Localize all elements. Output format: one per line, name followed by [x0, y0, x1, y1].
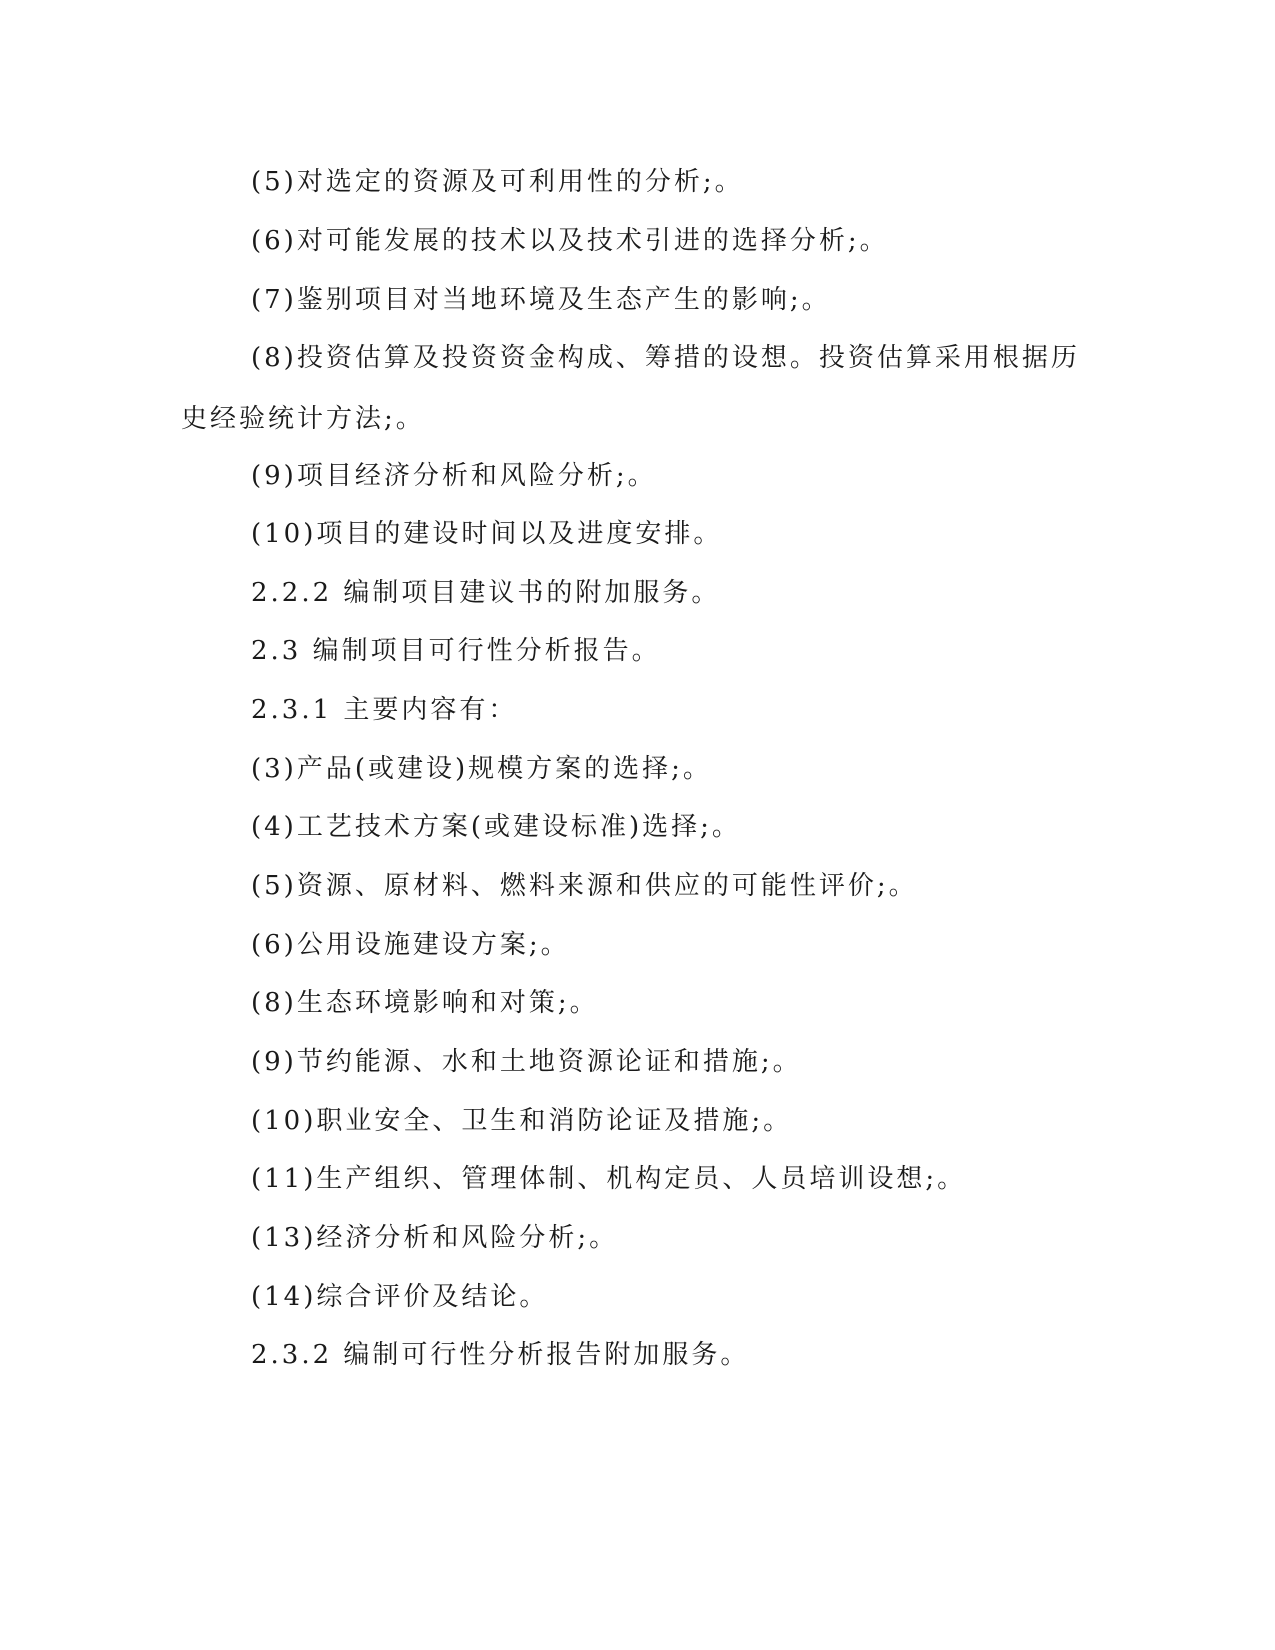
paragraph: (11)生产组织、管理体制、机构定员、人员培训设想;。 [251, 1164, 967, 1194]
paragraph: (7)鉴别项目对当地环境及生态产生的影响;。 [251, 285, 831, 315]
paragraph: 2.3.1 主要内容有： [251, 695, 518, 725]
paragraph: (10)项目的建设时间以及进度安排。 [251, 519, 723, 549]
paragraph: 2.2.2 编制项目建议书的附加服务。 [251, 578, 721, 608]
paragraph: (6)对可能发展的技术以及技术引进的选择分析;。 [251, 226, 889, 256]
paragraph: 2.3 编制项目可行性分析报告。 [251, 636, 661, 666]
paragraph: (3)产品(或建设)规模方案的选择;。 [251, 754, 712, 784]
paragraph: (5)资源、原材料、燃料来源和供应的可能性评价;。 [251, 871, 918, 901]
paragraph: (8)投资估算及投资资金构成、筹措的设想。投资估算采用根据历史经验统计方法;。 [181, 343, 1080, 434]
paragraph: (5)对选定的资源及可利用性的分析;。 [251, 167, 744, 197]
paragraph: (14)综合评价及结论。 [251, 1282, 549, 1312]
paragraph: (9)项目经济分析和风险分析;。 [251, 461, 657, 491]
paragraph: 2.3.2 编制可行性分析报告附加服务。 [251, 1340, 750, 1370]
paragraph: (6)公用设施建设方案;。 [251, 930, 570, 960]
paragraph: (10)职业安全、卫生和消防论证及措施;。 [251, 1106, 793, 1136]
paragraph: (4)工艺技术方案(或建设标准)选择;。 [251, 812, 741, 842]
paragraph: (13)经济分析和风险分析;。 [251, 1223, 619, 1253]
paragraph: (9)节约能源、水和土地资源论证和措施;。 [251, 1047, 802, 1077]
paragraph: (8)生态环境影响和对策;。 [251, 988, 599, 1018]
